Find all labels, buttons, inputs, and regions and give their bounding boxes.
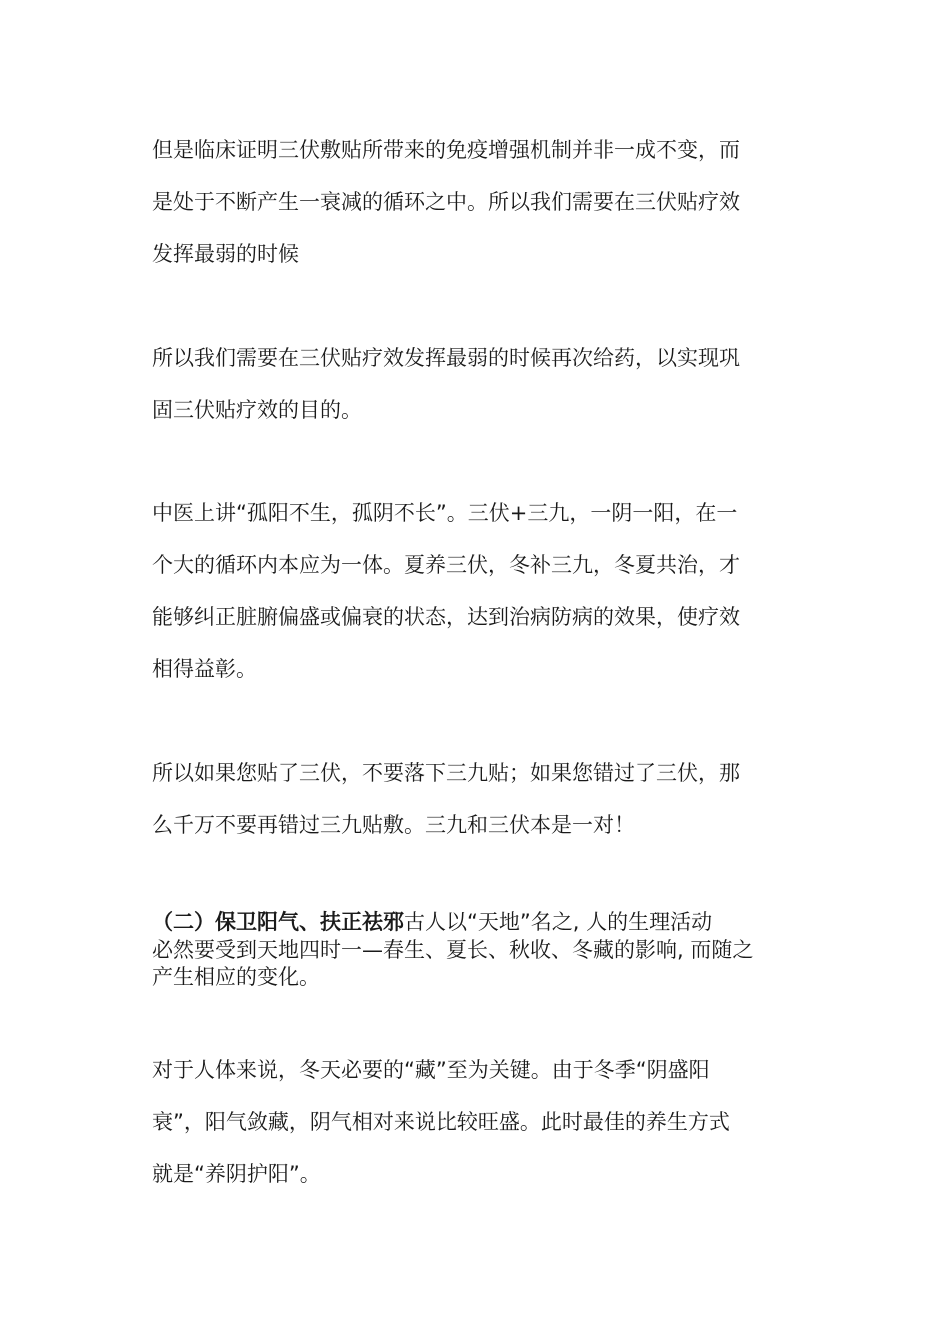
- paragraph-1-line-1: 但是临床证明三伏敷贴所带来的免疫增强机制并非一成不变，而: [152, 138, 740, 162]
- paragraph-2-line-1: 所以我们需要在三伏贴疗效发挥最弱的时候再次给药，以实现巩: [152, 346, 740, 370]
- paragraph-3-line-2: 个大的循环内本应为一体。夏养三伏，冬补三九，冬夏共治，才: [152, 553, 740, 577]
- paragraph-1-line-2: 是处于不断产生一衰减的循环之中。所以我们需要在三伏贴疗效: [152, 190, 740, 214]
- paragraph-6-line-3: 就是“养阴护阳”。: [152, 1162, 321, 1186]
- paragraph-5-line-1-rest: 古人以“天地”名之, 人的生理活动: [404, 910, 713, 934]
- paragraph-3-line-3: 能够纠正脏腑偏盛或偏衰的状态，达到治病防病的效果，使疗效: [152, 605, 740, 629]
- paragraph-1-line-3: 发挥最弱的时候: [152, 242, 299, 266]
- paragraph-4-line-1: 所以如果您贴了三伏，不要落下三九贴；如果您错过了三伏，那: [152, 761, 740, 785]
- paragraph-6-line-1: 对于人体来说，冬天必要的“藏”至为关键。由于冬季“阴盛阳: [152, 1058, 710, 1082]
- paragraph-3-line-1: 中医上讲“孤阳不生，孤阴不长”。三伏+三九，一阴一阳，在一: [152, 501, 738, 525]
- paragraph-5-line-2: 必然要受到天地四时一—春生、夏长、秋收、冬藏的影响, 而随之: [152, 938, 754, 962]
- section-heading: （二）保卫阳气、扶正祛邪: [152, 910, 404, 934]
- paragraph-5-line-1: [152, 908, 802, 936]
- paragraph-5-line-3: 产生相应的变化。: [152, 965, 320, 989]
- paragraph-4-line-2: 么千万不要再错过三九贴敷。三九和三伏本是一对！: [152, 813, 635, 837]
- paragraph-6-line-2: 衰”，阳气敛藏，阴气相对来说比较旺盛。此时最佳的养生方式: [152, 1110, 730, 1134]
- paragraph-2-line-2: 固三伏贴疗效的目的。: [152, 398, 362, 422]
- paragraph-3-line-4: 相得益彰。: [152, 657, 257, 681]
